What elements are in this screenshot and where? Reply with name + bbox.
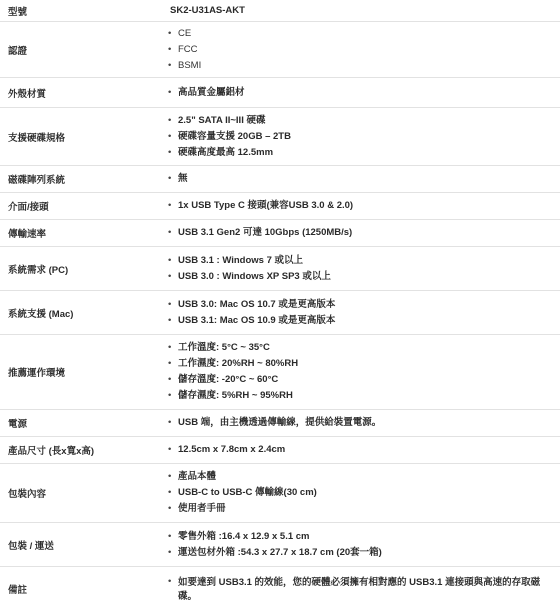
bullet-list <box>164 113 548 161</box>
bullet-list <box>164 85 548 101</box>
list-item: • 零售外箱 :16.4 x 12.9 x 5.1 cm <box>164 529 548 545</box>
spec-value <box>164 253 560 285</box>
spec-value <box>164 529 560 561</box>
list-item: • FCC <box>164 42 548 58</box>
spec-label: 認證 <box>8 45 28 57</box>
spec-row-raid <box>0 166 560 193</box>
spec-label: 備註 <box>8 585 28 596</box>
spec-value <box>164 415 560 431</box>
spec-value <box>164 85 560 101</box>
list-item: • USB 3.0: Mac OS 10.7 或是更高版本 <box>164 297 548 313</box>
spec-row-package-contents <box>0 464 560 523</box>
list-item: • 無 <box>164 171 548 187</box>
spec-row-notes <box>0 567 560 611</box>
list-item: • USB-C to USB-C 傳輸線(30 cm) <box>164 485 548 501</box>
list-item: • 高品質金屬鋁材 <box>164 85 548 101</box>
bullet-list <box>164 253 548 285</box>
spec-row-transfer-rate <box>0 220 560 247</box>
list-item: • 1x USB Type C 接頭(兼容USB 3.0 & 2.0) <box>164 198 548 214</box>
spec-row-drive-spec <box>0 108 560 166</box>
spec-label: 系統需求 (PC) <box>8 264 69 276</box>
spec-value <box>164 442 560 458</box>
bullet-list <box>164 171 548 187</box>
bullet-list <box>164 340 548 404</box>
spec-label: 系統支援 (Mac) <box>8 308 74 320</box>
list-item: • 工作溫度: 5°C ~ 35°C <box>164 340 548 356</box>
bullet-list <box>164 529 548 561</box>
spec-value <box>164 113 560 161</box>
bullet-list <box>164 575 548 604</box>
list-item: • 如要達到 USB3.1 的效能，您的硬體必須擁有相對應的 USB3.1 連接頭與高速的存取磁碟。 <box>164 575 548 604</box>
spec-label: 產品尺寸 (長x寬x高) <box>8 446 95 457</box>
spec-row-power <box>0 410 560 437</box>
spec-value <box>164 297 560 329</box>
spec-row-shipping <box>0 523 560 567</box>
list-item: • 工作濕度: 20%RH ~ 80%RH <box>164 356 548 372</box>
list-item: • USB 3.0 : Windows XP SP3 或以上 <box>164 269 548 285</box>
bullet-list <box>164 442 548 458</box>
spec-row-system-pc <box>0 247 560 291</box>
list-item: • CE <box>164 26 548 42</box>
list-item: • USB 端，由主機透過傳輸線，提供給裝置電源。 <box>164 415 548 431</box>
bullet-list <box>164 198 548 214</box>
spec-row-system-mac <box>0 291 560 335</box>
spec-label: 磁碟陣列系統 <box>8 175 66 186</box>
list-item: • 運送包材外箱 :54.3 x 27.7 x 18.7 cm (20套一箱) <box>164 545 548 561</box>
spec-value <box>164 171 560 187</box>
list-item: • 使用者手冊 <box>164 501 548 517</box>
bullet-list <box>164 225 548 241</box>
list-item: • 2.5" SATA II~III 硬碟 <box>164 113 548 129</box>
list-item: • 儲存濕度: 5%RH ~ 95%RH <box>164 388 548 404</box>
spec-value <box>164 225 560 241</box>
spec-label: 支援硬碟規格 <box>8 132 66 144</box>
spec-row-interface <box>0 193 560 220</box>
list-item: • BSMI <box>164 58 548 74</box>
list-item: • 硬碟容量支援 20GB – 2TB <box>164 129 548 145</box>
bullet-list <box>164 26 548 74</box>
list-item: • USB 3.1 : Windows 7 或以上 <box>164 253 548 269</box>
spec-label: 型號 <box>8 6 28 18</box>
spec-label: 外殼材質 <box>8 88 47 100</box>
spec-value <box>164 340 560 404</box>
spec-value <box>164 5 560 16</box>
spec-row-certification <box>0 22 560 78</box>
spec-label: 包裝內容 <box>8 489 47 500</box>
bullet-list <box>164 469 548 517</box>
spec-row-casing <box>0 78 560 108</box>
spec-value <box>164 198 560 214</box>
list-item: • 產品本體 <box>164 469 548 485</box>
spec-label: 包裝 / 運送 <box>8 540 54 552</box>
bullet-list <box>164 297 548 329</box>
spec-value <box>164 469 560 517</box>
spec-label: 傳輸速率 <box>8 229 47 240</box>
bullet-list <box>164 415 548 431</box>
list-item: • USB 3.1 Gen2 可達 10Gbps (1250MB/s) <box>164 225 548 241</box>
spec-row-model <box>0 0 560 22</box>
spec-label: 介面/接頭 <box>8 202 49 213</box>
spec-value <box>164 575 560 604</box>
list-item: • 儲存溫度: -20°C ~ 60°C <box>164 372 548 388</box>
list-item: • 硬碟高度最高 12.5mm <box>164 145 548 161</box>
spec-value <box>164 26 560 74</box>
list-item: • USB 3.1: Mac OS 10.9 或是更高版本 <box>164 313 548 329</box>
list-item: • 12.5cm x 7.8cm x 2.4cm <box>164 442 548 458</box>
spec-row-environment <box>0 335 560 410</box>
spec-label: 電源 <box>8 419 28 430</box>
spec-row-dimensions <box>0 437 560 464</box>
spec-label: 推薦運作環境 <box>8 368 66 379</box>
model-number: SK2-U31AS-AKT <box>170 5 245 16</box>
